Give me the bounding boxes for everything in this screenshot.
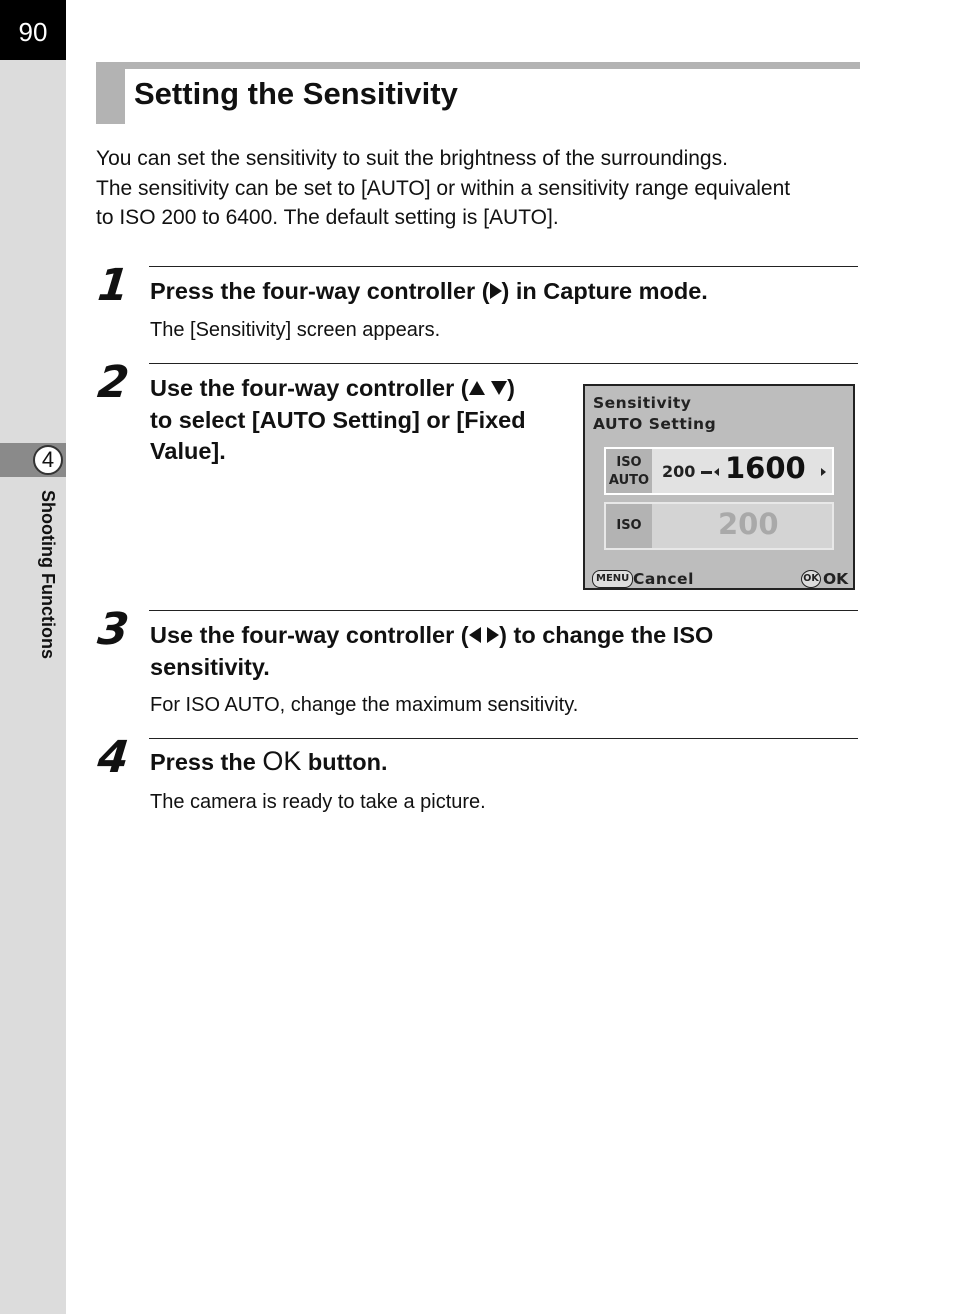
step-text: Use the four-way controller (: [150, 375, 469, 401]
step-number: 4: [95, 732, 132, 783]
step-text: Value].: [150, 438, 226, 464]
step-text: Press the four-way controller (: [150, 278, 490, 304]
intro-paragraph: [96, 144, 866, 233]
arrow-right-icon: [487, 627, 499, 643]
iso-fixed-value: 200: [718, 507, 779, 541]
step-number: 1: [95, 260, 132, 311]
iso-label: ISO: [616, 518, 642, 533]
iso-label: ISO: [616, 455, 642, 470]
intro-line: The sensitivity can be set to [AUTO] or within a sensitivity range equivalent: [96, 176, 791, 200]
ok-button-icon: OK: [801, 570, 821, 588]
screen-subtitle: AUTO Setting: [593, 415, 717, 433]
intro-line: to ISO 200 to 6400. The default setting is [AUTO].: [96, 206, 559, 229]
iso-fixed-label-box: [606, 504, 652, 548]
ok-label: OK: [823, 570, 849, 588]
step-text: Use the four-way controller (: [150, 622, 469, 648]
step-text: Press the: [150, 749, 256, 775]
step-text: sensitivity.: [150, 653, 270, 680]
arrow-down-icon: [491, 381, 507, 395]
step-divider: [149, 738, 858, 739]
step-divider: [149, 266, 858, 267]
title-bar-top-rule: [96, 62, 860, 69]
arrow-left-icon: [469, 627, 481, 643]
auto-label: AUTO: [608, 473, 650, 488]
step-4-heading: [150, 746, 388, 779]
range-dash: [701, 471, 712, 474]
camera-sensitivity-screen: [583, 384, 855, 590]
title-bar-side-block: [96, 62, 125, 124]
triangle-right-icon: [821, 468, 826, 476]
step-1-body: The [Sensitivity] screen appears.: [150, 319, 441, 341]
step-text: to select [AUTO Setting] or [Fixed: [150, 406, 526, 433]
step-divider: [149, 610, 858, 611]
step-text: ): [507, 375, 515, 401]
arrow-up-icon: [469, 381, 485, 395]
step-1-heading: [150, 276, 708, 308]
iso-max-value: 1600: [725, 451, 806, 485]
step-text: button.: [307, 749, 388, 775]
iso-fixed-row: [604, 502, 834, 550]
section-title: Setting the Sensitivity: [134, 76, 458, 111]
triangle-left-icon: [714, 468, 719, 476]
page-number: 90: [0, 0, 66, 60]
step-text: ) to change the ISO: [499, 622, 714, 648]
step-3-body: For ISO AUTO, change the maximum sensitivity.: [150, 694, 579, 716]
step-number: 3: [95, 604, 132, 655]
iso-min-value: 200: [662, 462, 696, 481]
section-title-bar: [96, 62, 860, 124]
cancel-label: Cancel: [633, 570, 694, 588]
iso-auto-label-box: [606, 449, 652, 493]
menu-button-icon: MENU: [592, 570, 633, 588]
step-divider: [149, 363, 858, 364]
step-2-heading: [150, 373, 526, 468]
step-3-heading: [150, 620, 713, 683]
arrow-right-icon: [490, 283, 502, 299]
intro-line: You can set the sensitivity to suit the brightness of the surroundings.: [96, 147, 728, 170]
ok-button-icon: OK: [262, 746, 302, 776]
step-4-body: The camera is ready to take a picture.: [150, 791, 486, 813]
step-text: ) in Capture mode.: [501, 278, 708, 304]
step-number: 2: [95, 357, 132, 408]
screen-title: Sensitivity: [593, 394, 692, 412]
chapter-label: Shooting Functions: [38, 490, 58, 659]
chapter-number: 4: [33, 445, 63, 475]
iso-auto-row: [604, 447, 834, 495]
